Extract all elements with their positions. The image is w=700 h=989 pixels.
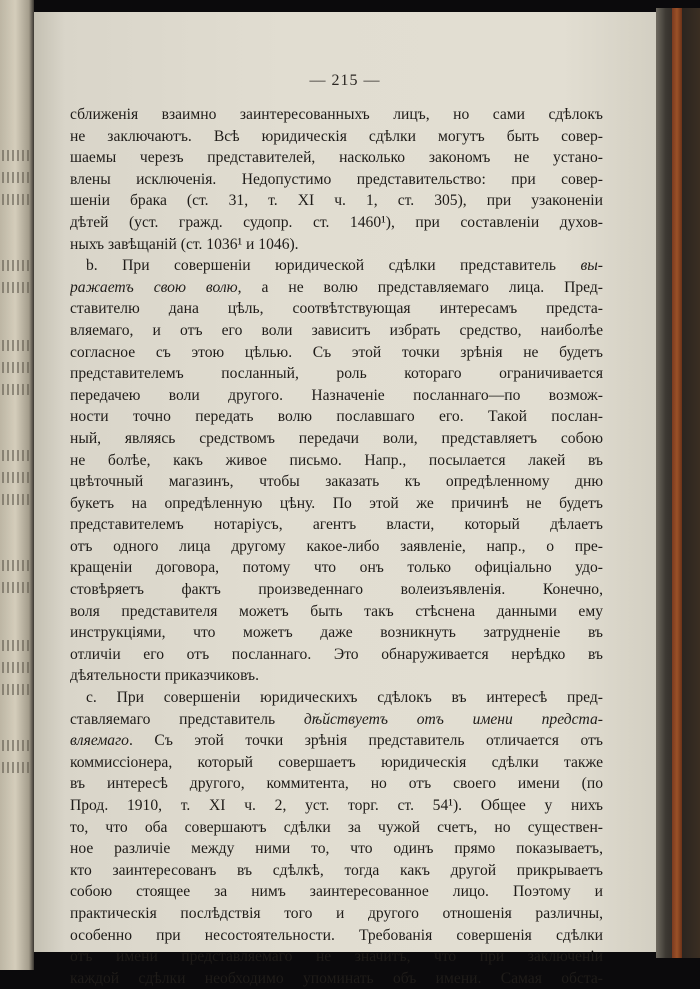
text-line: кто заинтересованъ въ сдѣлкѣ, тогда какъ другой прикрываетъ bbox=[70, 861, 603, 879]
text-line: ражаетъ свою волю, а не волю представляемаго лица. Пред- bbox=[70, 278, 603, 296]
text-line: дѣятельности приказчиковъ. bbox=[70, 667, 260, 685]
text-line: сближенія взаимно заинтересованныхъ лицъ, но сами сдѣлокъ bbox=[70, 106, 603, 123]
text-line: цвѣточный магазинъ, чтобы заказать къ опредѣленному дню bbox=[70, 473, 603, 491]
text-line: инструкціями, что можетъ даже возникнуть затрудненіе въ bbox=[70, 624, 603, 642]
facing-page-edge bbox=[0, 0, 34, 970]
text-line: особенно при несостоятельности. Требованія совершенія сдѣлки bbox=[70, 926, 603, 944]
text-line: букетъ на опредѣленную цѣну. По этой же причинѣ не будетъ bbox=[70, 494, 603, 512]
text-line: ный, являясь средствомъ передачи воли, представляетъ собою bbox=[70, 429, 603, 447]
text-line: собою стоящее за нимъ заинтересованное лицо. Поэтому и bbox=[70, 883, 603, 901]
text-line: воля представителя можетъ быть такъ стѣснена данными ему bbox=[70, 602, 603, 620]
text-line: влены исключенія. Недопустимо представительство: при совер- bbox=[70, 170, 603, 188]
page-number: — 215 — bbox=[309, 72, 381, 89]
text-line: въ интересѣ другого, коммитента, но отъ своего имени (по bbox=[70, 775, 603, 793]
text-line: шаемы черезъ представителей, насколько закономъ не устано- bbox=[70, 149, 603, 167]
text-line: отъ имени представляемаго не значитъ, что при заключеніи bbox=[70, 948, 603, 966]
text-line: представителемъ нотаріусъ, агентъ власти, который дѣлаетъ bbox=[70, 516, 603, 534]
text-line: коммиссіонера, который совершаетъ юридическія сдѣлки также bbox=[70, 753, 603, 771]
text-line: представителемъ посланный, роль котораго ограничивается bbox=[70, 365, 603, 383]
text-line: то, что оба совершаютъ сдѣлки за чужой счетъ, но существен- bbox=[70, 818, 603, 836]
text-line: ныхъ завѣщаній (ст. 1036¹ и 1046). bbox=[70, 235, 299, 253]
text-line: согласное съ этою цѣлью. Съ этой точки зрѣнія не будетъ bbox=[70, 343, 603, 361]
text-line: отъ одного лица другому какое-либо заявленіе, напр., о пре- bbox=[70, 537, 603, 555]
book-cover-edge bbox=[656, 8, 700, 958]
text-line: ставляемаго представитель дѣйствуетъ отъ имени предста- bbox=[70, 710, 603, 728]
page-body bbox=[70, 104, 603, 989]
text-line: ставителю дана цѣль, соотвѣтствующая интересамъ предста- bbox=[70, 300, 603, 318]
text-line: вляемаго, и отъ его воли зависитъ избрать средство, наиболѣе bbox=[70, 321, 603, 339]
text-line: передачею воли другого. Назначеніе посланнаго—по возмож- bbox=[70, 386, 603, 404]
text-line: ное различіе между ними то, что одинъ прямо показываетъ, bbox=[70, 840, 603, 858]
text-line: ности точно передать волю пославшаго его. Такой послан- bbox=[70, 408, 603, 426]
text-line: не заключаютъ. Всѣ юридическія сдѣлки могутъ быть совер- bbox=[70, 127, 603, 145]
text-line: Прод. 1910, т. XI ч. 2, уст. торг. ст. 54¹). Общее у нихъ bbox=[70, 797, 603, 814]
text-line: отличіи его отъ посланнаго. Это обнаруживается нерѣдко въ bbox=[70, 645, 603, 663]
book-page bbox=[34, 12, 656, 987]
text-line: вляемаго. Съ этой точки зрѣнія представитель отличается отъ bbox=[70, 732, 603, 750]
text-line: каждой сдѣлки необходимо упоминать объ имени. Самая обста- bbox=[70, 969, 603, 987]
text-line: шеніи брака (ст. 31, т. XI ч. 1, ст. 305), при узаконеніи bbox=[70, 192, 603, 210]
text-line: практическія послѣдствія того и другого отношенія различны, bbox=[70, 904, 603, 922]
text-line: c. При совершеніи юридическихъ сдѣлокъ въ интересѣ пред- bbox=[86, 689, 603, 707]
text-line: не болѣе, какъ живое письмо. Напр., посылается лакей въ bbox=[70, 451, 603, 469]
text-line: b. При совершеніи юридической сдѣлки представитель вы- bbox=[86, 257, 603, 275]
text-line: стовѣряетъ фактъ произведеннаго волеизъявленія. Конечно, bbox=[70, 581, 603, 599]
text-line: кращеніи договора, потому что онъ только офиціально удо- bbox=[70, 559, 603, 577]
text-line: дѣтей (уст. гражд. судопр. ст. 1460¹), при составленіи духов- bbox=[70, 213, 603, 231]
